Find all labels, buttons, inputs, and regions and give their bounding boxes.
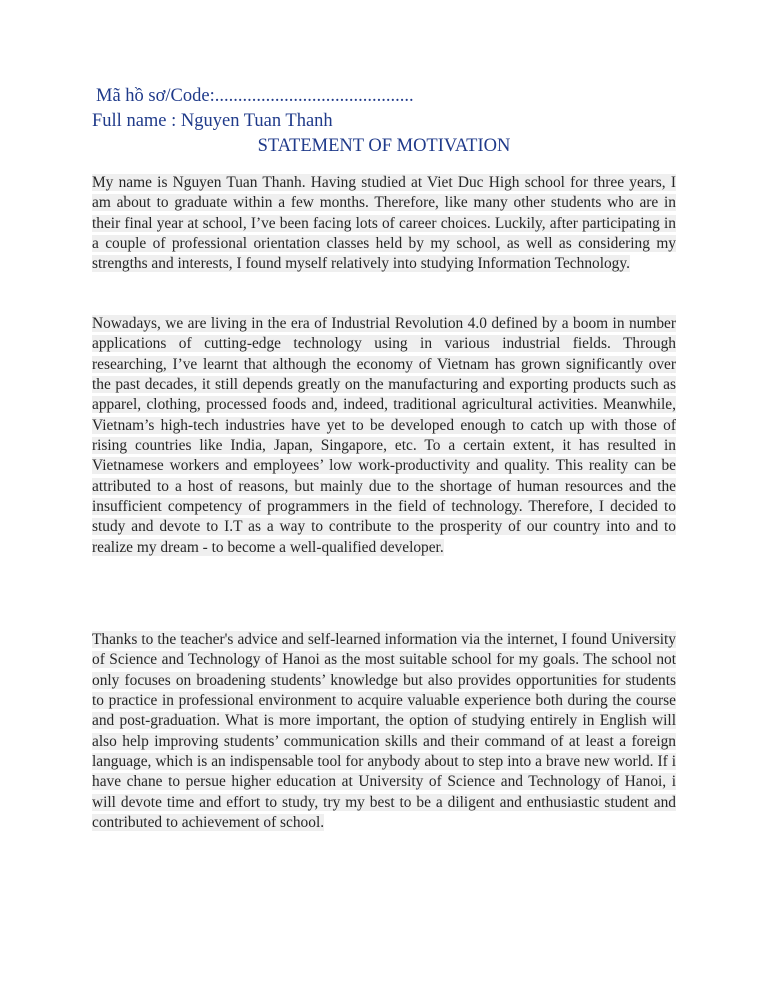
paragraph-text: My name is Nguyen Tuan Thanh. Having studied at Viet Duc High school for three years, I am about to graduate within a few months. Therefore, like many other students who are in their final year at school, I’ve been facing lots of career choices. Luckily, after participating in a couple of professional orientation classes held by my school, as well as considering my strengths and interests, I found myself relatively into studying Information Technology. <box>92 174 676 273</box>
paragraph-text: Nowadays, we are living in the era of Industrial Revolution 4.0 defined by a boom in number applications of cutting-edge technology using in various industrial fields. Through researching, I’ve learnt that although the economy of Vietnam has grown significantly over the past decades, it still depends greatly on the manufacturing and exporting products such as apparel, clothing, processed foods and, indeed, traditional agricultural activities. Meanwhile, Vietnam’s high-tech industries have yet to be developed enough to catch up with those of rising countries like India, Japan, Singapore, etc. To a certain extent, it has resulted in Vietnamese workers and employees’ low work-productivity and quality. This reality can be attributed to a host of reasons, but mainly due to the shortage of human resources and the insufficient competency of programmers in the field of technology. Therefore, I decided to study and devote to I.T as a way to contribute to the prosperity of our country into and to realize my dream - to become a well-qualified developer. <box>92 315 676 556</box>
paragraph-university-choice <box>92 630 676 833</box>
full-name-line: Full name : Nguyen Tuan Thanh <box>92 111 333 131</box>
paragraph-text: Thanks to the teacher's advice and self-learned information via the internet, I found University of Science and Technology of Hanoi as the most suitable school for my goals. The school not only focuses on broadening students’ knowledge but also provides opportunities for students to practice in professional environment to acquire valuable experience both during the course and post-graduation. What is more important, the option of studying entirely in English will also help improving students’ communication skills and their command of at least a foreign language, which is an indispensable tool for anybody about to step into a brave new world. If i have chane to persue higher education at University of Science and Technology of Hanoi, i will devote time and effort to study, try my best to be a diligent and enthusiastic student and contributed to achievement of school. <box>92 631 676 832</box>
document-title: STATEMENT OF MOTIVATION <box>257 136 511 156</box>
application-code-line: Mã hồ sơ/Code:........................................... <box>96 86 414 106</box>
paragraph-motivation <box>92 314 676 558</box>
paragraph-introduction <box>92 173 676 275</box>
